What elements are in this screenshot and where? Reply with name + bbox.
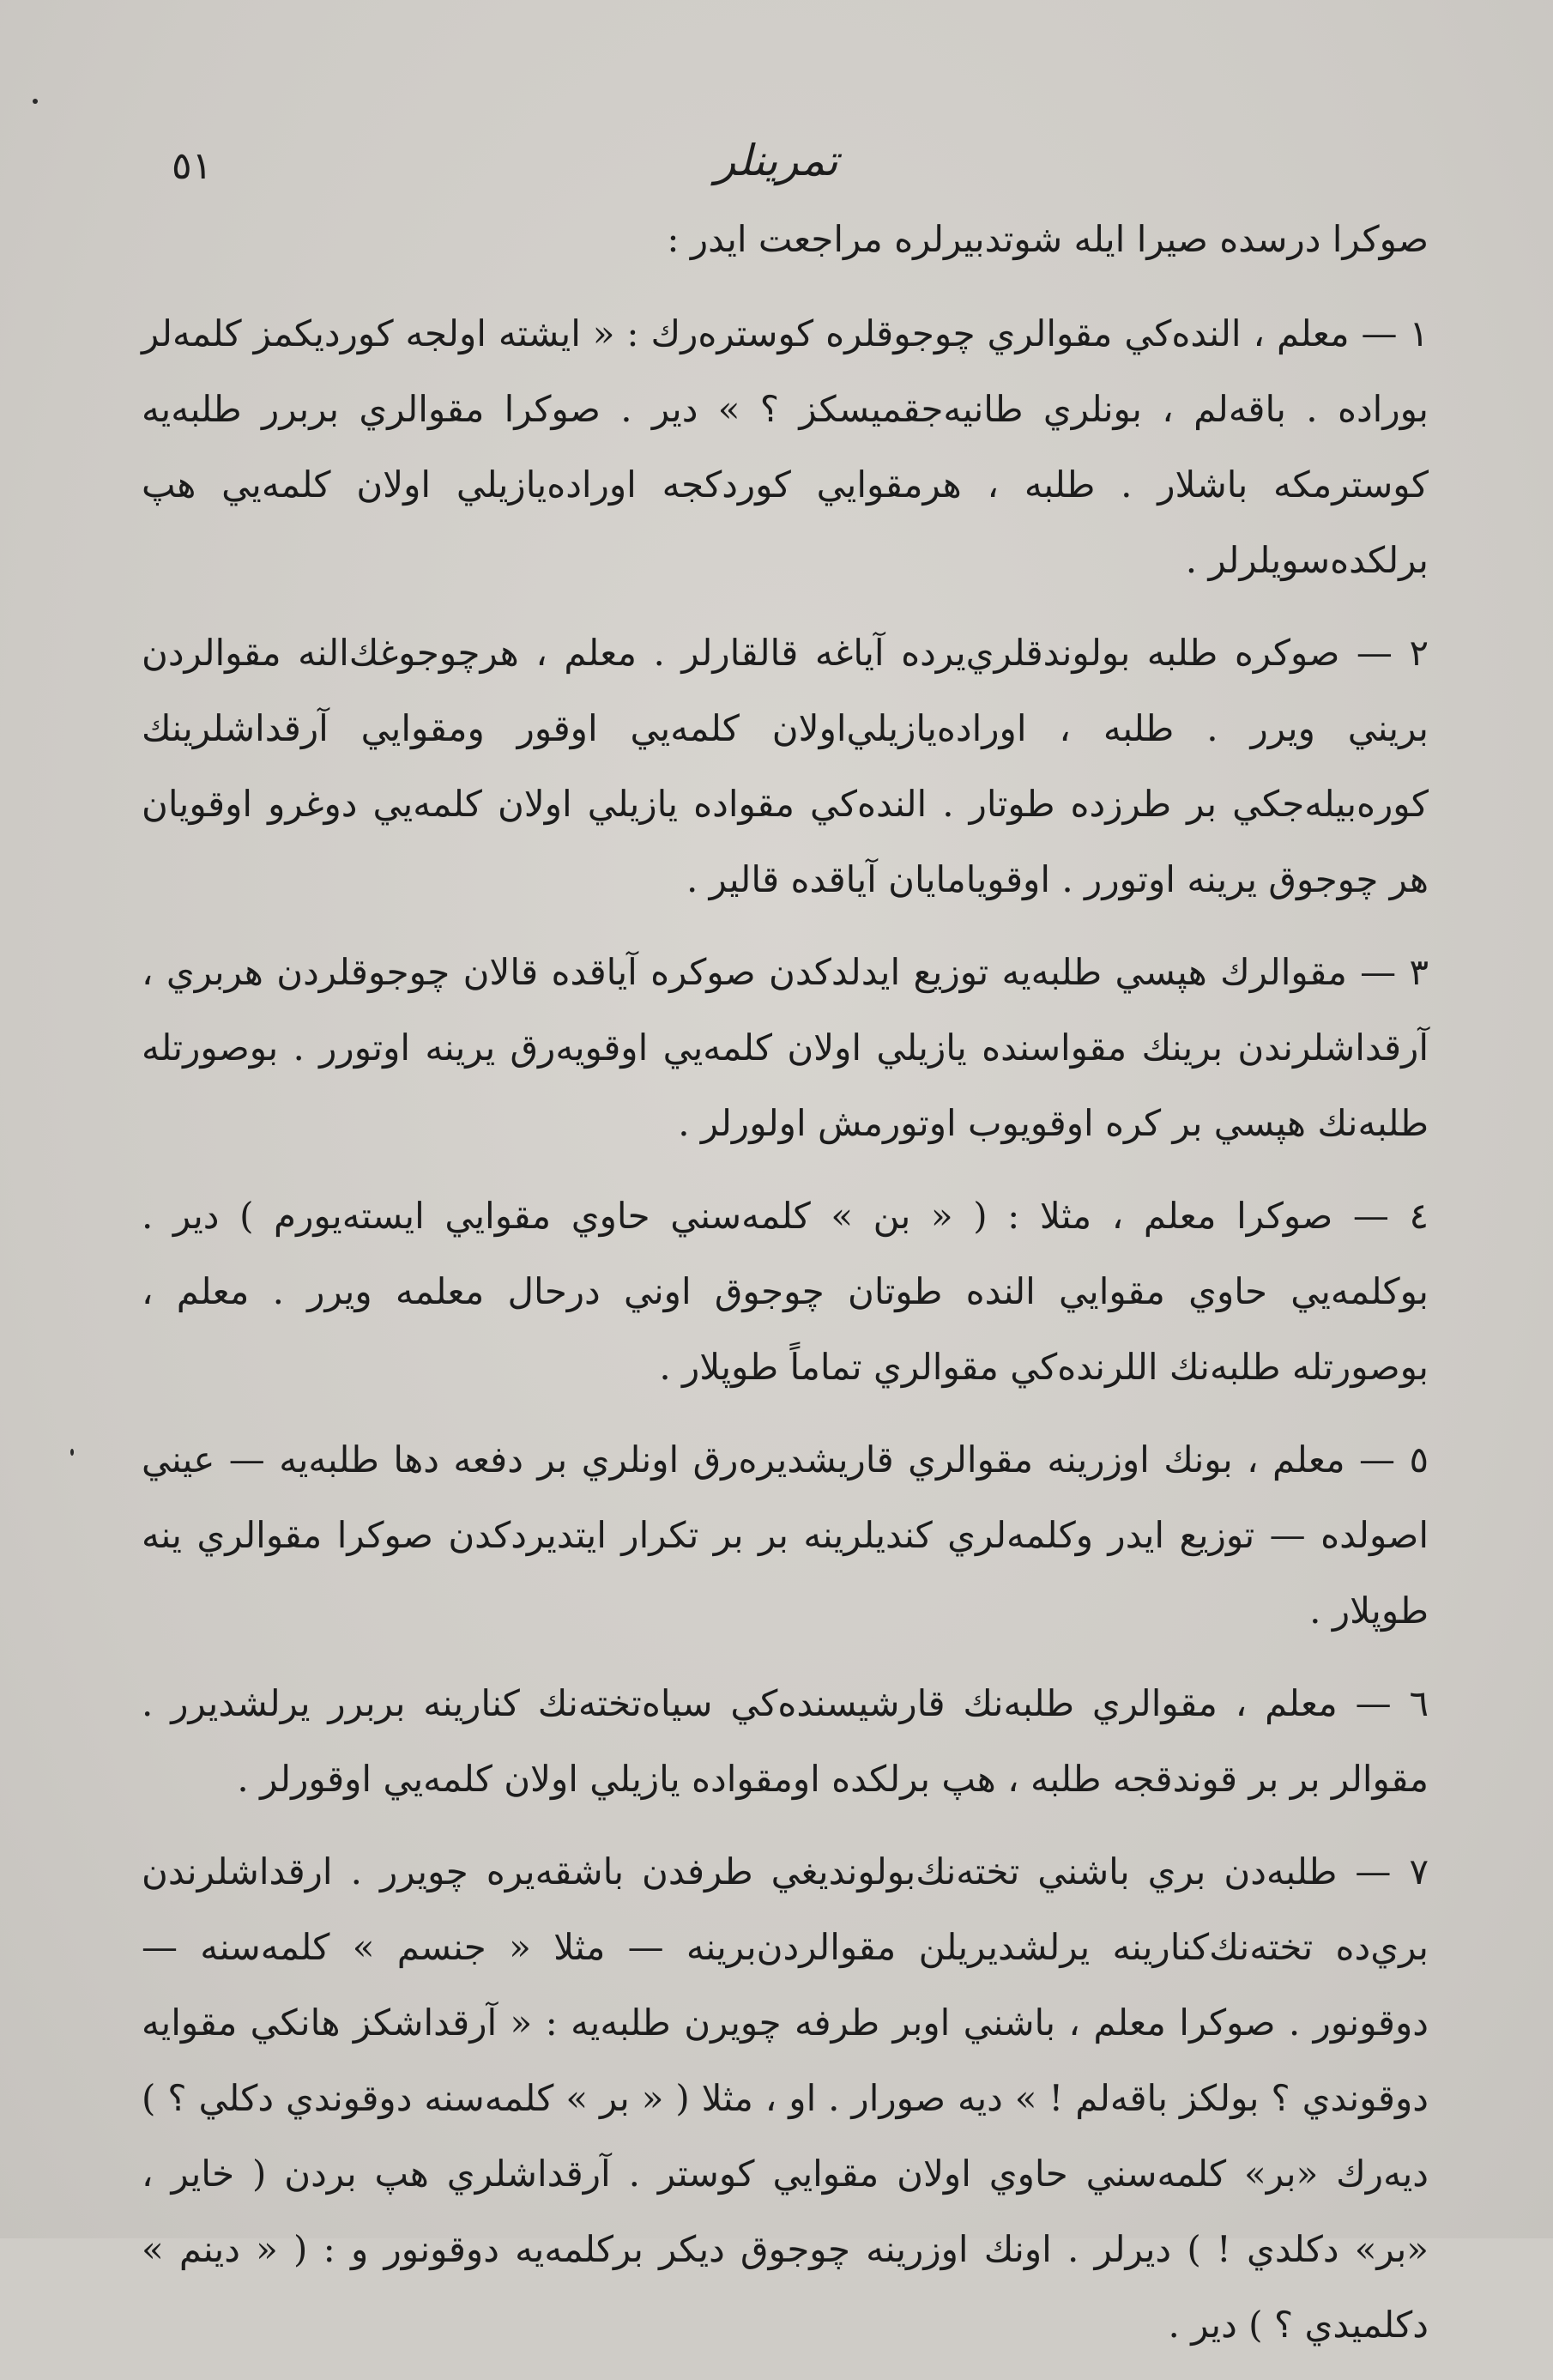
paper-speck (70, 1449, 74, 1456)
step-5-paragraph: ٥ — معلم ، بونك اوزرينه مقوالري قاريشديره‌رق اونلري بر دفعه دها طلبه‌يه — عيني اصولده — توزيع ايدر وكلمه‌لري كنديلرينه بر بر تكرار ايتديردكدن صوكرا مقوالري ينه طوپلار . (142, 1438, 1429, 1632)
step-6-paragraph: ٦ — معلم ، مقوالري طلبه‌نك قارشيسنده‌كي سياه‌تخته‌نك كنارينه بربرر يرلشديرر . مقوالر بر بر قوندقجه طلبه ، هپ برلكده اومقواده يازيلي اولان كلمه‌يي اوقورلر . (142, 1682, 1429, 1800)
step-7-paragraph: ٧ — طلبه‌دن بري باشني تخته‌نك‌بولونديغي طرفدن باشقه‌يره چويرر . ارقداشلرندن بري‌ده تخته‌نك‌كنارينه يرلشديريلن مقوالردن‌برينه — مثلا « جنسم » كلمه‌سنه — دوقونور . صوكرا معلم ، باشني اوبر طرفه چويرن طلبه‌يه : « آرقداشكز هانكي مقوايه دوقوندي ؟ بولكز باقه‌لم ! » ديه صورار . او ، مثلا ( « بر » كلمه‌سنه دوقوندي دكلي ؟ ) ديه‌رك «بر» كلمه‌سني حاوي اولان مقوايي كوستر . آرقداشلري هپ بردن ( خاير ، «بر» دكلدي ! ) ديرلر . اونك اوزرينه چوجوق ديكر بركلمه‌يه دوقونور و : ( « دينم » دكلميدي ؟ ) دير . (142, 1850, 1429, 2346)
step-4-paragraph: ٤ — صوكرا معلم ، مثلا : ( « بن » كلمه‌سني حاوي مقوايي ايستەيورم ) دير . بوكلمه‌يي حاوي مقوايي النده طوتان چوجوق اوني درحال معلمه ويرر . معلم ، بوصورتله طلبه‌نك اللرنده‌كي مقوالري تماماً طوپلار . (142, 1195, 1429, 1388)
running-title: تمرينلر (715, 136, 838, 185)
intro-paragraph: صوكرا درسده صيرا ايله شوتدبيرلره مراجعت ايدر : (667, 218, 1429, 260)
step-3-paragraph: ٣ — مقوالرك هپسي طلبه‌يه توزيع ايدلدكدن صوكره آياقده قالان چوجوقلردن هربري ، آرقداشلرندن برينك مقواسنده يازيلي اولان كلمه‌يي اوقويه‌رق يرينه اوتورر . بوصورتله طلبه‌نك هپسي بر كره اوقويوب اوتورمش اولورلر . (142, 951, 1429, 1144)
step-1-paragraph: ١ — معلم ، النده‌كي مقوالري چوجوقلره كوسترەرك : « ايشته اولجه كورديكمز كلمه‌لر بوراده . باقه‌لم ، بونلري طانيه‌جقميسكز ؟ » دير . صوكرا مقوالري بربرر طلبه‌يه كوسترمكه باشلار . طلبه ، هرمقوايي كوردكجه اوراده‌يازيلي اولان كلمه‌يي هپ برلكده‌سويلرلر . (142, 312, 1429, 581)
body-text (142, 202, 1429, 2380)
paper-speck (33, 99, 38, 104)
step-2-paragraph: ٢ — صوكره طلبه بولوندقلري‌يرده آياغه قالقارلر . معلم ، هرچوجوغك‌النه مقوالردن بريني ويرر . طلبه ، اوراده‌يازيلي‌اولان كلمه‌يي اوقور ومقوايي آرقداشلرينك كوره‌بيله‌جكي بر طرزده طوتار . النده‌كي مقواده يازيلي اولان كلمه‌يي دوغرو اوقويان هر چوجوق يرينه اوتورر . اوقويامايان آياقده قالير . (142, 632, 1429, 900)
page-number: ٥١ (172, 144, 213, 188)
